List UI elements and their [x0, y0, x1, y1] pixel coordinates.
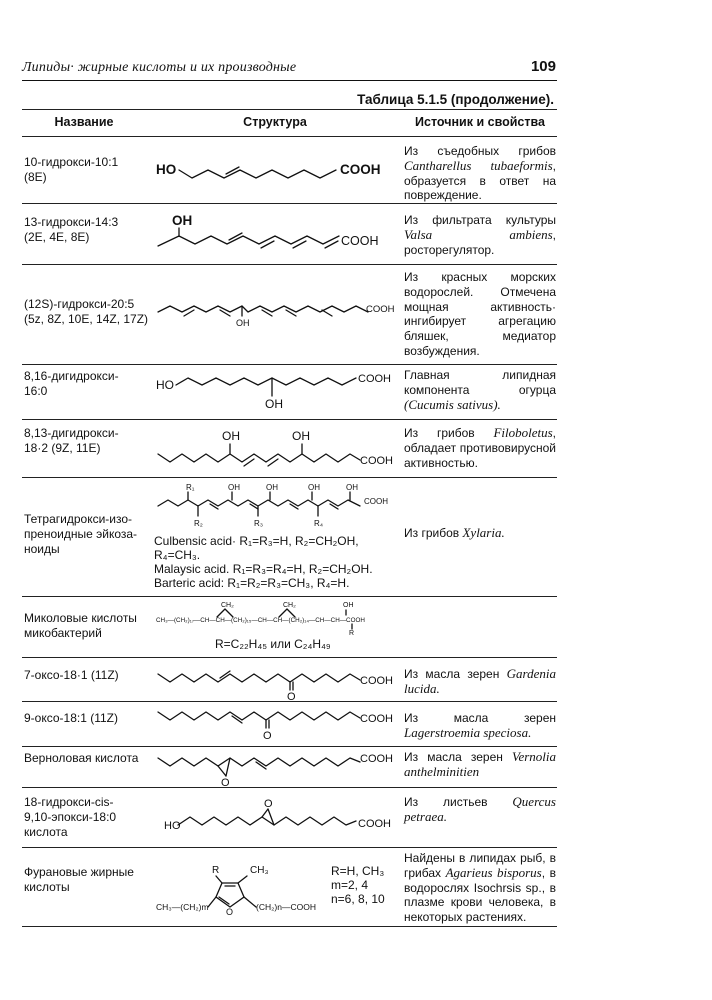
structure-label: COOH [340, 162, 381, 177]
structure-label: (CH₂)n—COOH [256, 902, 316, 912]
row-7-name: Миколовые кислоты микобактерий [24, 611, 137, 640]
row-12-substituents: R=H, CH₃ m=2, 4 n=6, 8, 10 [331, 864, 385, 906]
structure-label: R₄ [314, 519, 324, 528]
row-10-source: Из масла зерен Vernolia anthelminitien [404, 749, 556, 779]
page-number: 109 [530, 58, 556, 75]
row-2-name: 13-гидрокси-14:3 (2E, 4E, 8E) [24, 215, 119, 244]
structure-label: R [349, 630, 355, 637]
row-3-structure [150, 290, 400, 340]
table-header-rule [22, 136, 557, 137]
row-12-source: Найдены в липидах рыб, в грибах Agarieus bisporus, в водорослях Isochrsis sp., в плазме крови человека, в некоторых растениях. [404, 851, 556, 925]
structure-label: CH₂ [283, 602, 296, 609]
row-7-structure [150, 598, 400, 638]
row-4-source: Главная липидная компонента огурца (Cucumis sativus). [404, 368, 556, 412]
structure-label: OH [292, 429, 310, 443]
structure-label: OH [343, 602, 354, 609]
table-top-rule [22, 109, 557, 110]
row-6-name: Тетрагидрокси-изо- преноидные эйкоза- ноиды [24, 512, 138, 556]
structure-label: O [264, 798, 273, 810]
row-3-name: (12S)-гидрокси-20:5 (5z, 8Z, 10E, 14Z, 17Z) [24, 297, 149, 326]
row-11-name: 18-гидрокси-cis- 9,10-эпокси-18:0 кислота [24, 795, 117, 839]
structure-label: O [263, 730, 272, 742]
structure-label: COOH [360, 675, 393, 687]
row-5-source: Из грибов Filoboletus, обладает противовирусной активностью. [404, 425, 556, 470]
row-8-source: Из масла зерен Gardenia lucida. [404, 666, 556, 696]
row-9-name: 9-оксо-18:1 (11Z) [24, 711, 119, 725]
structure-label: OH [236, 318, 250, 328]
row-7-substituents: R=C₂₂H₄₅ или C₂₄H₄₉ [215, 637, 331, 651]
row-5-structure [150, 424, 400, 474]
structure-label: COOH [360, 455, 393, 467]
row-5-name: 8,13-дигидрокси- 18·2 (9Z, 11E) [24, 426, 119, 455]
row-4-structure [150, 366, 400, 416]
row-10-structure [150, 748, 400, 788]
structure-label: COOH [358, 818, 391, 830]
running-head: Липиды· жирные кислоты и их производные [22, 60, 297, 75]
structure-label: COOH [358, 373, 391, 385]
column-header-name: Название [54, 115, 114, 129]
row-10-name: Верноловая кислота [24, 751, 139, 765]
structure-label: OH [308, 483, 320, 492]
row-9-source: Из масла зерен Lagerstroemia speciosa. [404, 711, 556, 740]
structure-label: COOH [364, 497, 388, 506]
structure-label: OH [265, 397, 283, 411]
structure-label: R₂ [194, 519, 203, 528]
row-6-structure [150, 478, 400, 533]
table-bottom-rule [22, 926, 557, 927]
row-9-rule [22, 746, 557, 747]
structure-label: O [226, 907, 234, 917]
row-8-rule [22, 701, 557, 702]
structure-label: O [287, 691, 296, 703]
structure-label: COOH [366, 304, 395, 315]
row-4-rule [22, 419, 557, 420]
row-7-rule [22, 657, 557, 658]
row-8-structure [150, 660, 400, 705]
structure-label: OH [346, 483, 358, 492]
structure-label: HO [164, 820, 181, 832]
structure-label: R₃ [254, 519, 264, 528]
row-2-structure [150, 208, 400, 258]
row-11-source: Из листьев Quercus petraea. [404, 794, 556, 824]
row-1-structure [150, 148, 400, 188]
table-caption: Таблица 5.1.5 (продолжение). [357, 92, 554, 107]
row-12-name: Фурановые жирные кислоты [24, 865, 134, 894]
column-header-structure: Структура [243, 115, 307, 129]
row-6-rule [22, 596, 557, 597]
structure-label: CH₃ [250, 865, 269, 876]
structure-label: HO [156, 162, 177, 177]
row-12-structure [150, 855, 330, 915]
structure-label: CH₂ [221, 602, 234, 609]
structure-label: COOH [341, 234, 379, 248]
row-3-rule [22, 364, 557, 365]
structure-label: COOH [360, 713, 393, 725]
structure-label: O [221, 777, 230, 789]
structure-label: OH [266, 483, 278, 492]
structure-label: R [212, 865, 220, 876]
row-11-structure [150, 795, 400, 840]
row-8-name: 7-оксо-18·1 (11Z) [24, 668, 119, 682]
row-2-rule [22, 264, 557, 265]
header-rule [22, 80, 557, 81]
row-1-source: Из съедобных грибов Cantharellus tubaeformis, образуется в ответ на повреждение. [404, 144, 556, 203]
row-6-substituents: Culbensic acid· R₁=R₃=H, R₂=CH₂OH, R₄=CH₃. Malaysic acid. R₁=R₃=R₄=H, R₂=CH₂OH. Barteric acid: R₁=R₂=R₃=CH₃, R₄=H. [154, 534, 373, 590]
structure-label: OH [228, 483, 240, 492]
structure-label: CH₃—(CH₂)m [156, 902, 209, 912]
column-header-source: Источник и свойства [415, 115, 545, 129]
row-10-rule [22, 787, 557, 788]
structure-label: CH₃—(CH₂)₁₇—CH—CH—(CH₂)₁₅—CH—CH—(CH₂)₁₄—CH—CH—COOH [156, 617, 365, 624]
row-9-structure [150, 704, 400, 746]
structure-label: OH [172, 213, 193, 228]
row-1-rule [22, 203, 557, 204]
row-6-source: Из грибов Xylaria. [404, 525, 505, 540]
row-11-rule [22, 847, 557, 848]
structure-label: COOH [360, 753, 393, 765]
row-2-source: Из фильтрата культуры Valsa ambiens, росторегулятор. [404, 213, 556, 257]
structure-label: HO [156, 378, 174, 392]
row-1-name: 10-гидрокси-10:1 (8E) [24, 155, 119, 184]
row-4-name: 8,16-дигидрокси- 16:0 [24, 369, 119, 398]
row-3-source: Из красных морских водорослей. Отмечена мощная активность· ингибирует агрегацию бляшек, медиатор возбуждения. [404, 270, 556, 358]
structure-label: OH [222, 429, 240, 443]
structure-label: R₁ [186, 483, 195, 492]
